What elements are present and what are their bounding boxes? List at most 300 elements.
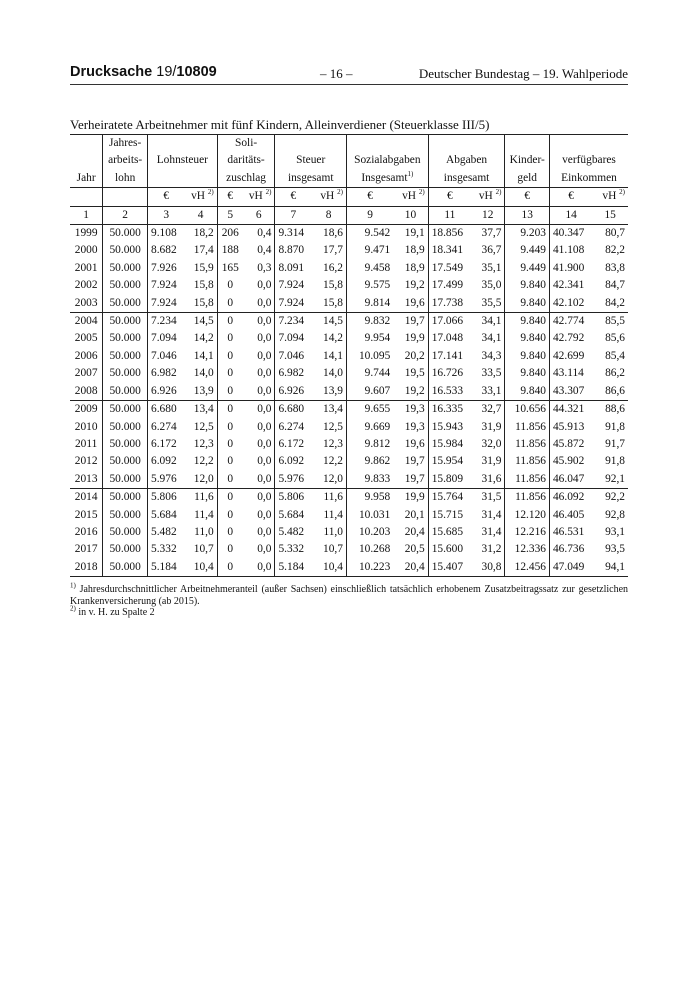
table-cell: 50.000 xyxy=(103,225,148,243)
table-cell: 19,6 xyxy=(404,437,425,450)
table-cell: 2015 xyxy=(74,508,98,521)
table-cell: 13,4 xyxy=(323,403,343,416)
table-cell: 6.092 xyxy=(275,453,311,470)
header-sozial-1: Sozialabgaben xyxy=(346,152,428,169)
table-cell: 9.840 xyxy=(505,365,550,382)
table-cell: 19,9 xyxy=(404,332,425,345)
table-cell: 14,2 xyxy=(323,332,343,345)
table-cell: 0,0 xyxy=(257,296,272,309)
column-number: 6 xyxy=(255,208,262,221)
table-cell: 0 xyxy=(217,330,243,347)
table-cell: 15,9 xyxy=(193,261,214,274)
table-cell: 9.108 xyxy=(148,225,185,243)
table-cell: 11,6 xyxy=(194,491,214,504)
table-cell: 20,5 xyxy=(404,543,425,556)
table-cell: 50.000 xyxy=(103,295,148,313)
table-cell: 50.000 xyxy=(103,436,148,453)
table-cell: 34,1 xyxy=(481,332,502,345)
table-cell: 2008 xyxy=(74,384,98,397)
table-cell: 0,0 xyxy=(257,384,272,397)
header-steuer-1: Steuer xyxy=(275,152,347,169)
table-row xyxy=(70,330,628,347)
table-row xyxy=(70,365,628,382)
table-cell: 12.216 xyxy=(505,524,550,541)
table-cell: 7.046 xyxy=(275,348,311,365)
table-cell: 32,0 xyxy=(481,437,502,450)
table-row xyxy=(70,295,628,313)
column-number: 14 xyxy=(549,206,592,224)
table-cell: 0 xyxy=(217,277,243,294)
table-cell: 42.341 xyxy=(549,277,592,294)
table-cell: 9.954 xyxy=(346,330,393,347)
table-cell: 5.332 xyxy=(275,541,311,558)
table-cell: 14,5 xyxy=(193,315,214,328)
table-cell: 15.943 xyxy=(428,419,471,436)
unit-euro: € xyxy=(148,188,185,206)
table-cell: 91,8 xyxy=(605,420,625,433)
table-cell: 6.982 xyxy=(275,365,311,382)
column-number: 8 xyxy=(325,208,332,221)
table-cell: 2003 xyxy=(74,296,98,309)
table-cell: 12,2 xyxy=(323,455,343,468)
table-cell: 50.000 xyxy=(103,330,148,347)
table-cell: 91,8 xyxy=(605,455,625,468)
table-cell: 2005 xyxy=(74,332,98,345)
table-cell: 5.184 xyxy=(148,559,185,577)
table-cell: 0 xyxy=(217,436,243,453)
table-cell: 9.862 xyxy=(346,453,393,470)
table-cell: 84,7 xyxy=(605,279,625,292)
table-cell: 14,0 xyxy=(193,367,214,380)
table-cell: 2001 xyxy=(74,261,98,274)
document-number-bold: 10809 xyxy=(176,64,217,80)
table-cell: 18,9 xyxy=(404,244,425,257)
table-cell: 0 xyxy=(217,541,243,558)
unit-euro: € xyxy=(275,188,311,206)
header-verf-2: Einkommen xyxy=(549,170,628,188)
table-cell: 15,8 xyxy=(323,296,343,309)
table-cell: 6.172 xyxy=(148,436,185,453)
document-number xyxy=(70,64,217,80)
table-row xyxy=(70,225,628,243)
table-row xyxy=(70,524,628,541)
table-cell: 32,7 xyxy=(481,403,502,416)
table-cell: 9.840 xyxy=(505,330,550,347)
table-cell: 92,8 xyxy=(605,508,625,521)
table-cell: 15.764 xyxy=(428,489,471,507)
table-cell: 17.499 xyxy=(428,277,471,294)
header-row-2 xyxy=(70,152,628,169)
table-row xyxy=(70,348,628,365)
table-cell: 88,6 xyxy=(605,403,625,416)
table-cell: 15,8 xyxy=(193,279,214,292)
table-cell: 93,1 xyxy=(605,525,625,538)
column-number: 4 xyxy=(197,208,204,221)
table-cell: 17.549 xyxy=(428,260,471,277)
table-cell: 18.856 xyxy=(428,225,471,243)
table-cell: 7.924 xyxy=(275,295,311,313)
table-cell: 0,0 xyxy=(257,367,272,380)
table-cell: 46.531 xyxy=(549,524,592,541)
table-cell: 10.223 xyxy=(346,559,393,577)
header-steuer-2: insgesamt xyxy=(275,170,347,188)
table-cell: 165 xyxy=(217,260,243,277)
table-cell: 0 xyxy=(217,559,243,577)
table-cell: 6.274 xyxy=(275,419,311,436)
table-cell: 7.234 xyxy=(148,313,185,331)
table-row xyxy=(70,541,628,558)
table-cell: 2002 xyxy=(74,279,98,292)
table-cell: 19,2 xyxy=(404,384,425,397)
table-cell: 85,4 xyxy=(605,349,625,362)
table-cell: 45.913 xyxy=(549,419,592,436)
table-cell: 17.066 xyxy=(428,313,471,331)
table-cell: 17,4 xyxy=(193,244,214,257)
table-cell: 0 xyxy=(217,419,243,436)
table-cell: 5.806 xyxy=(148,489,185,507)
table-cell: 41.108 xyxy=(549,242,592,259)
table-cell: 7.924 xyxy=(148,295,185,313)
table-cell: 42.774 xyxy=(549,313,592,331)
table-cell: 7.234 xyxy=(275,313,311,331)
table-cell: 31,4 xyxy=(481,525,502,538)
document-number-prefix: 19/ xyxy=(156,64,177,80)
table-cell: 46.047 xyxy=(549,471,592,489)
table-cell: 0,0 xyxy=(257,543,272,556)
table-cell: 34,3 xyxy=(481,349,502,362)
table-caption: Verheiratete Arbeitnehmer mit fünf Kindern, Alleinverdiener (Steuerklasse III/5) xyxy=(70,117,490,132)
page-number: – 16 – xyxy=(320,66,353,81)
table-cell: 19,9 xyxy=(404,491,425,504)
header-soli-3: zuschlag xyxy=(217,170,275,188)
column-number: 5 xyxy=(217,206,243,224)
table-cell: 5.976 xyxy=(275,471,311,489)
table-cell: 11,0 xyxy=(323,525,343,538)
table-cell: 6.274 xyxy=(148,419,185,436)
column-number: 13 xyxy=(505,206,550,224)
table-cell: 0 xyxy=(217,507,243,524)
table-cell: 9.814 xyxy=(346,295,393,313)
table-cell: 0,4 xyxy=(257,244,272,257)
column-number: 11 xyxy=(428,206,471,224)
table-row xyxy=(70,453,628,470)
header-abgaben-2: insgesamt xyxy=(428,170,505,188)
table-cell: 17,7 xyxy=(323,244,343,257)
table-cell: 19,7 xyxy=(404,455,425,468)
table-cell: 6.680 xyxy=(275,401,311,419)
table-cell: 19,6 xyxy=(404,296,425,309)
table-cell: 0 xyxy=(217,471,243,489)
table-cell: 10,7 xyxy=(193,543,214,556)
table-cell: 50.000 xyxy=(103,242,148,259)
footnote-2: $^{2)}$ in v. H. zu Spalte 2 xyxy=(70,604,155,618)
table-cell: 10.095 xyxy=(346,348,393,365)
table-cell: 45.902 xyxy=(549,453,592,470)
table-cell: 15,8 xyxy=(193,296,214,309)
table-cell: 50.000 xyxy=(103,365,148,382)
table-cell: 31,6 xyxy=(481,472,502,485)
table-cell: 9.542 xyxy=(346,225,393,243)
table-cell: 17.048 xyxy=(428,330,471,347)
table-cell: 2009 xyxy=(74,403,98,416)
table-cell: 31,4 xyxy=(481,508,502,521)
table-cell: 50.000 xyxy=(103,541,148,558)
column-number: 1 xyxy=(83,208,89,221)
table-cell: 50.000 xyxy=(103,419,148,436)
table-cell: 12.120 xyxy=(505,507,550,524)
header-verf-1: verfügbares xyxy=(549,152,628,169)
table-cell: 18.341 xyxy=(428,242,471,259)
unit-euro: € xyxy=(346,188,393,206)
table-cell: 14,1 xyxy=(193,349,214,362)
table-cell: 7.926 xyxy=(148,260,185,277)
table-cell: 35,1 xyxy=(481,261,502,274)
table-cell: 11,6 xyxy=(323,491,343,504)
parliament-label: Deutscher Bundestag – 19. Wahlperiode xyxy=(418,66,628,81)
table-cell: 9.958 xyxy=(346,489,393,507)
table-cell: 10.031 xyxy=(346,507,393,524)
table-cell: 7.924 xyxy=(275,277,311,294)
header-lohn-2: arbeits- xyxy=(103,152,148,169)
table-cell: 0,0 xyxy=(257,315,272,328)
table-cell: 20,4 xyxy=(404,560,425,573)
table-cell: 18,2 xyxy=(193,227,214,240)
table-cell: 16.335 xyxy=(428,401,471,419)
column-number: 10 xyxy=(404,208,417,221)
table-cell: 9.607 xyxy=(346,383,393,401)
table-cell: 44.321 xyxy=(549,401,592,419)
table-cell: 19,3 xyxy=(404,420,425,433)
table-cell: 50.000 xyxy=(103,260,148,277)
table-cell: 15.809 xyxy=(428,471,471,489)
table-cell: 9.314 xyxy=(275,225,311,243)
column-number: 3 xyxy=(148,206,185,224)
table-cell: 7.924 xyxy=(148,277,185,294)
table-cell: 12.456 xyxy=(505,559,550,577)
table-cell: 5.482 xyxy=(275,524,311,541)
table-cell: 2004 xyxy=(74,315,98,328)
table-cell: 9.449 xyxy=(505,260,550,277)
table-cell: 15.984 xyxy=(428,436,471,453)
table-cell: 14,5 xyxy=(323,315,343,328)
table-cell: 10,4 xyxy=(323,560,343,573)
table-cell: 6.680 xyxy=(148,401,185,419)
table-cell: 50.000 xyxy=(103,524,148,541)
table-cell: 20,4 xyxy=(404,525,425,538)
table-row xyxy=(70,277,628,294)
table-cell: 2014 xyxy=(74,491,98,504)
table-cell: 8.870 xyxy=(275,242,311,259)
table-cell: 6.172 xyxy=(275,436,311,453)
table-cell: 1999 xyxy=(74,227,98,240)
table-cell: 11,0 xyxy=(194,525,214,538)
table-cell: 92,1 xyxy=(605,472,625,485)
table-cell: 9.655 xyxy=(346,401,393,419)
unit-blank xyxy=(103,188,148,206)
table-cell: 2000 xyxy=(74,244,98,257)
header-lohnsteuer: Lohnsteuer xyxy=(148,152,218,169)
table-cell: 5.332 xyxy=(148,541,185,558)
table-cell: 2016 xyxy=(74,525,98,538)
table-cell: 5.806 xyxy=(275,489,311,507)
table-cell: 31,5 xyxy=(481,491,502,504)
table-cell: 37,7 xyxy=(481,227,502,240)
table-cell: 0,0 xyxy=(257,403,272,416)
table-cell: 5.684 xyxy=(148,507,185,524)
column-number: 9 xyxy=(346,206,393,224)
table-cell: 9.203 xyxy=(505,225,550,243)
unit-vh: vH $^{2)}$ xyxy=(478,188,502,203)
table-cell: 80,7 xyxy=(605,227,625,240)
table-cell: 42.792 xyxy=(549,330,592,347)
table-cell: 0 xyxy=(217,489,243,507)
header-kinder-1: Kinder- xyxy=(505,152,550,169)
column-number: 15 xyxy=(604,208,616,221)
table-cell: 40.347 xyxy=(549,225,592,243)
table-row xyxy=(70,507,628,524)
table-cell: 50.000 xyxy=(103,453,148,470)
table-cell: 0 xyxy=(217,295,243,313)
table-cell: 9.833 xyxy=(346,471,393,489)
table-cell: 10.203 xyxy=(346,524,393,541)
unit-euro: € xyxy=(549,188,592,206)
table-cell: 2013 xyxy=(74,472,98,485)
footnote-ref-1: 1) xyxy=(407,170,414,179)
footnote-1: $^{1)}$ Jahresdurchschnittlicher Arbeitnehmeranteil (außer Sachsen) einschließlich tatsächlich erhobenem Zusatzbeitragssatz zur gesetzlichen Krankenversicherung (ab 2015). xyxy=(70,581,629,607)
unit-blank xyxy=(70,188,103,206)
table-cell: 18,9 xyxy=(404,261,425,274)
table-cell: 2011 xyxy=(74,437,98,450)
table-cell: 50.000 xyxy=(103,277,148,294)
table-cell: 50.000 xyxy=(103,471,148,489)
table-cell: 94,1 xyxy=(605,560,625,573)
table-cell: 0 xyxy=(217,383,243,401)
table-cell: 9.840 xyxy=(505,313,550,331)
table-cell: 92,2 xyxy=(605,491,625,504)
table-cell: 14,2 xyxy=(193,332,214,345)
table-cell: 16,2 xyxy=(323,261,343,274)
table-cell: 12,3 xyxy=(323,437,343,450)
table-cell: 11.856 xyxy=(505,471,550,489)
table-cell: 0,0 xyxy=(257,455,272,468)
table-cell: 83,8 xyxy=(605,261,625,274)
table-row xyxy=(70,260,628,277)
table-cell: 9.832 xyxy=(346,313,393,331)
table-row xyxy=(70,313,628,331)
table-cell: 50.000 xyxy=(103,313,148,331)
table-cell: 5.684 xyxy=(275,507,311,524)
unit-vh: vH $^{2)}$ xyxy=(320,188,343,203)
table-cell: 13,9 xyxy=(323,384,343,397)
column-number: 7 xyxy=(275,206,311,224)
table-cell: 188 xyxy=(217,242,243,259)
table-cell: 0,0 xyxy=(257,491,272,504)
header-row-3 xyxy=(70,170,628,188)
table-cell: 19,5 xyxy=(404,367,425,380)
table-cell: 91,7 xyxy=(605,437,625,450)
table-cell: 0 xyxy=(217,401,243,419)
header-row-1 xyxy=(70,135,628,153)
table-cell: 0 xyxy=(217,348,243,365)
table-cell: 11,4 xyxy=(194,508,214,521)
table-row xyxy=(70,383,628,401)
table-cell: 13,4 xyxy=(193,403,214,416)
table-cell: 12.336 xyxy=(505,541,550,558)
table-cell: 19,1 xyxy=(404,227,425,240)
table-cell: 43.307 xyxy=(549,383,592,401)
table-cell: 2006 xyxy=(74,349,98,362)
table-cell: 6.926 xyxy=(275,383,311,401)
table-cell: 6.982 xyxy=(148,365,185,382)
table-cell: 15.407 xyxy=(428,559,471,577)
table-cell: 41.900 xyxy=(549,260,592,277)
column-number: 12 xyxy=(482,208,494,221)
table-cell: 13,9 xyxy=(193,384,214,397)
table-cell: 10.656 xyxy=(505,401,550,419)
table-cell: 85,5 xyxy=(605,315,625,328)
table-cell: 17.141 xyxy=(428,348,471,365)
table-cell: 11,4 xyxy=(323,508,343,521)
table-cell: 86,6 xyxy=(605,384,625,397)
unit-row xyxy=(70,188,628,206)
table-cell: 10.268 xyxy=(346,541,393,558)
table-cell: 5.184 xyxy=(275,559,311,577)
table-cell: 82,2 xyxy=(605,244,625,257)
table-cell: 12,5 xyxy=(323,420,343,433)
table-row xyxy=(70,419,628,436)
table-cell: 9.471 xyxy=(346,242,393,259)
unit-vh: vH $^{2)}$ xyxy=(191,188,214,203)
footnotes xyxy=(70,581,629,619)
table-cell: 93,5 xyxy=(605,543,625,556)
header-lohn-1: Jahres- xyxy=(103,135,148,153)
table-cell: 10,7 xyxy=(323,543,343,556)
table-cell: 6.926 xyxy=(148,383,185,401)
table-cell: 33,5 xyxy=(481,367,502,380)
column-number: 2 xyxy=(103,206,148,224)
table-cell: 86,2 xyxy=(605,367,625,380)
table-cell: 9.840 xyxy=(505,295,550,313)
table-cell: 85,6 xyxy=(605,332,625,345)
table-cell: 2018 xyxy=(74,560,98,573)
table-cell: 9.575 xyxy=(346,277,393,294)
table-cell: 2017 xyxy=(74,543,98,556)
table-cell: 0 xyxy=(217,365,243,382)
table-cell: 0,0 xyxy=(257,472,272,485)
table-cell: 31,2 xyxy=(481,543,502,556)
table-cell: 5.482 xyxy=(148,524,185,541)
unit-vh: vH $^{2)}$ xyxy=(402,188,425,203)
header-lohn-3: lohn xyxy=(103,170,148,188)
table-cell: 12,3 xyxy=(193,437,214,450)
table-cell: 0,0 xyxy=(257,349,272,362)
table-row xyxy=(70,559,628,577)
unit-euro: € xyxy=(428,188,471,206)
header-soli-2: daritäts- xyxy=(217,152,275,169)
table-cell: 2007 xyxy=(74,367,98,380)
table-cell: 9.812 xyxy=(346,436,393,453)
unit-vh: vH $^{2)}$ xyxy=(248,188,272,203)
table-cell: 45.872 xyxy=(549,436,592,453)
table-cell: 15.715 xyxy=(428,507,471,524)
table-cell: 6.092 xyxy=(148,453,185,470)
table-cell: 14,1 xyxy=(323,349,343,362)
table-cell: 0,0 xyxy=(257,279,272,292)
table-cell: 0,0 xyxy=(257,525,272,538)
table-cell: 10,4 xyxy=(193,560,214,573)
table-cell: 0,0 xyxy=(257,420,272,433)
table-cell: 16.726 xyxy=(428,365,471,382)
